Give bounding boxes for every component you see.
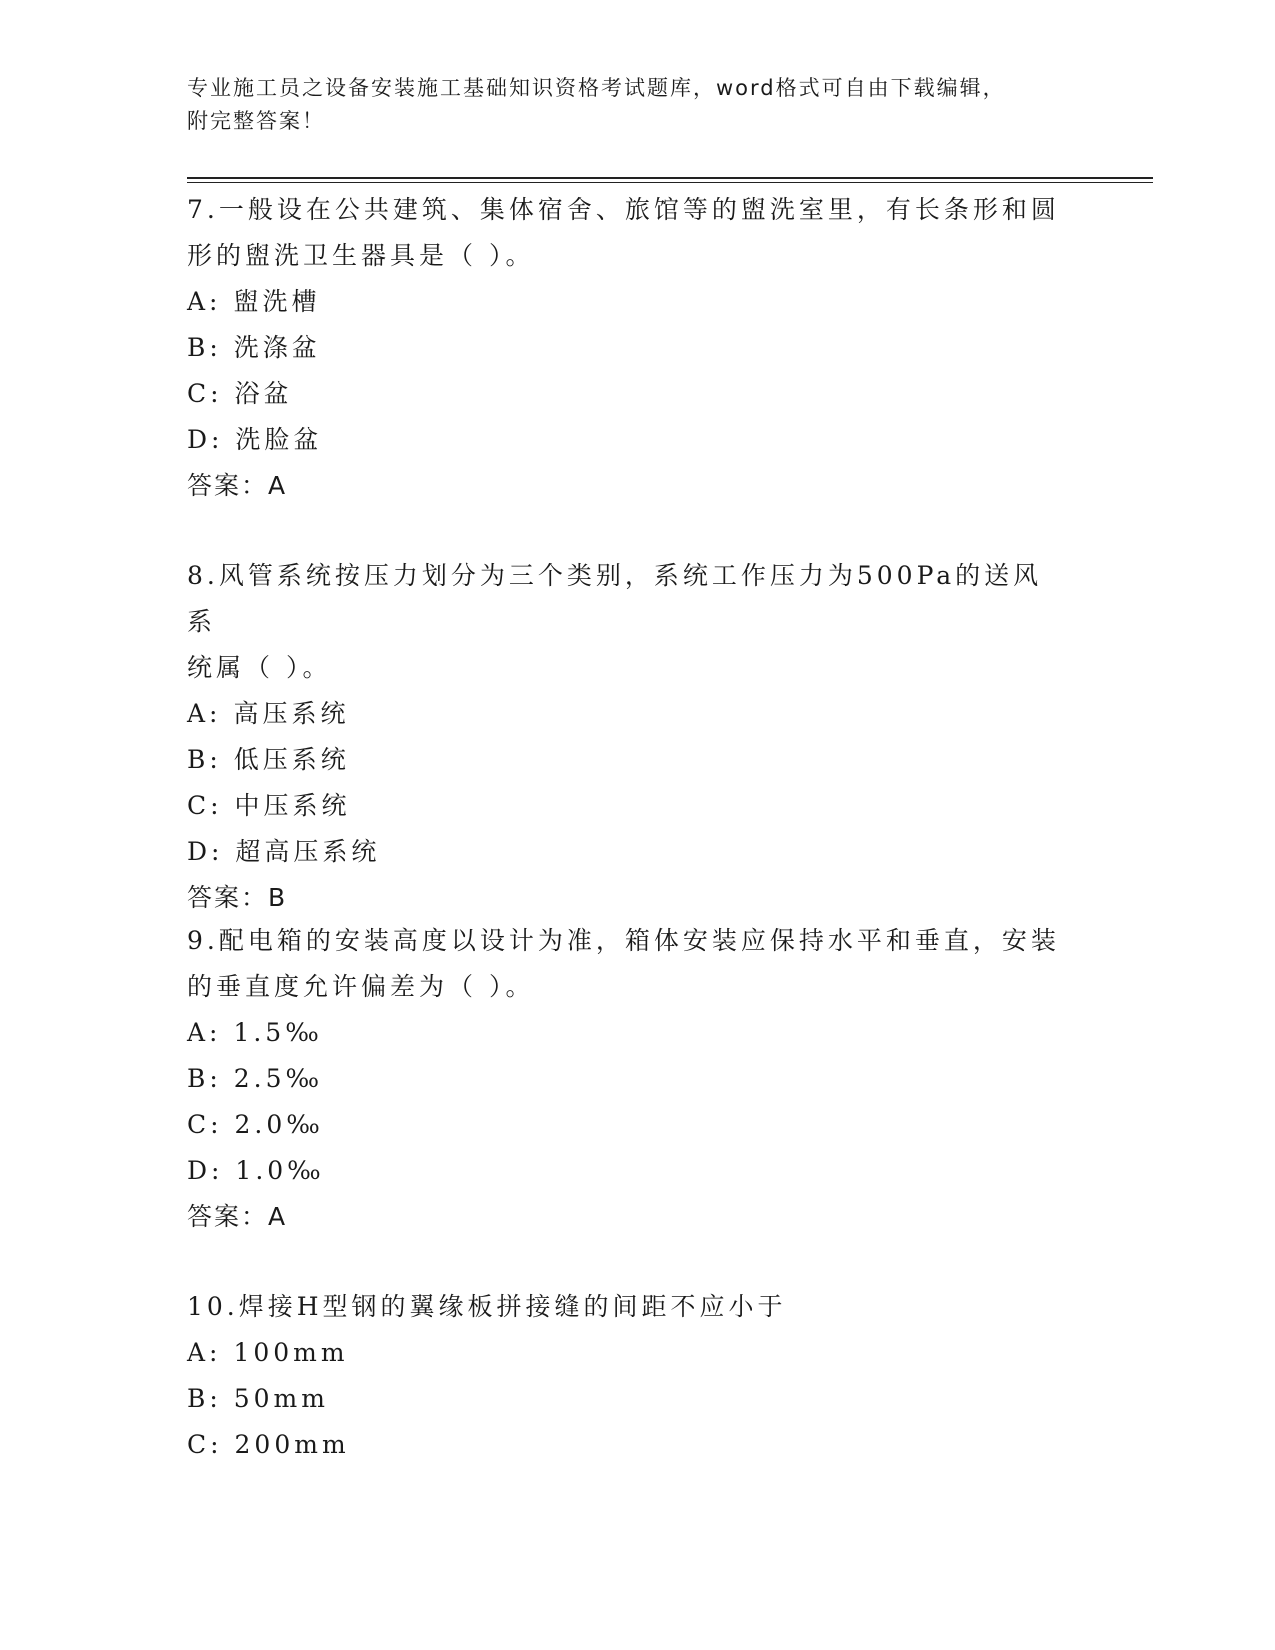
option-key: B: bbox=[187, 1064, 222, 1093]
option-a bbox=[187, 691, 1067, 737]
option-text: 低压系统 bbox=[233, 745, 350, 774]
question-8 bbox=[187, 553, 1067, 921]
option-d bbox=[187, 1148, 1067, 1194]
question-stem-line-2: 统属（ ）。 bbox=[187, 653, 332, 682]
answer-label: 答案： bbox=[187, 471, 269, 500]
option-key: A: bbox=[187, 1338, 222, 1367]
option-text: 高压系统 bbox=[233, 699, 350, 728]
option-key: D: bbox=[187, 425, 224, 454]
answer-value: B bbox=[268, 883, 288, 912]
option-text: 100mm bbox=[233, 1338, 349, 1367]
option-b bbox=[187, 737, 1067, 783]
document-header bbox=[187, 72, 1067, 138]
option-text: 200mm bbox=[234, 1430, 350, 1459]
option-key: D: bbox=[187, 1156, 224, 1185]
option-key: A: bbox=[187, 1018, 222, 1047]
option-text: 1.5‰ bbox=[233, 1018, 323, 1047]
question-stem bbox=[187, 1284, 1067, 1330]
option-key: B: bbox=[187, 1384, 222, 1413]
question-9 bbox=[187, 918, 1067, 1240]
option-b bbox=[187, 325, 1067, 371]
question-stem bbox=[187, 187, 1067, 279]
option-c bbox=[187, 1422, 1067, 1468]
header-divider-thick bbox=[187, 177, 1153, 179]
option-key: C: bbox=[187, 1110, 223, 1139]
question-stem-line-1: 7.一般设在公共建筑、集体宿舍、旅馆等的盥洗室里，有长条形和圆 bbox=[187, 195, 1060, 224]
answer-line bbox=[187, 463, 1067, 509]
option-text: 洗脸盆 bbox=[235, 425, 323, 454]
question-stem bbox=[187, 553, 1067, 691]
question-stem-line-1: 10.焊接H型钢的翼缘板拼接缝的间距不应小于 bbox=[187, 1292, 787, 1321]
option-key: A: bbox=[187, 699, 222, 728]
question-stem-line-2: 的垂直度允许偏差为（ ）。 bbox=[187, 972, 535, 1001]
option-b bbox=[187, 1056, 1067, 1102]
option-text: 中压系统 bbox=[234, 791, 351, 820]
question-stem-line-2: 形的盥洗卫生器具是（ ）。 bbox=[187, 241, 535, 270]
answer-label: 答案： bbox=[187, 883, 269, 912]
question-stem-line-1: 8.风管系统按压力划分为三个类别，系统工作压力为500Pa的送风系 bbox=[187, 561, 1043, 636]
option-text: 盥洗槽 bbox=[233, 287, 321, 316]
option-key: C: bbox=[187, 791, 223, 820]
answer-line bbox=[187, 875, 1067, 921]
option-key: C: bbox=[187, 379, 223, 408]
option-key: D: bbox=[187, 837, 224, 866]
option-key: B: bbox=[187, 745, 222, 774]
header-divider-thin bbox=[187, 182, 1153, 183]
option-b bbox=[187, 1376, 1067, 1422]
option-text: 超高压系统 bbox=[235, 837, 381, 866]
option-a bbox=[187, 1330, 1067, 1376]
option-d bbox=[187, 829, 1067, 875]
question-10 bbox=[187, 1284, 1067, 1468]
option-text: 1.0‰ bbox=[235, 1156, 325, 1185]
option-text: 2.5‰ bbox=[233, 1064, 324, 1093]
option-c bbox=[187, 783, 1067, 829]
header-line-2: 附完整答案！ bbox=[187, 109, 325, 133]
option-d bbox=[187, 417, 1067, 463]
option-key: A: bbox=[187, 287, 222, 316]
question-stem-line-1: 9.配电箱的安装高度以设计为准，箱体安装应保持水平和垂直，安装 bbox=[187, 926, 1060, 955]
option-a bbox=[187, 279, 1067, 325]
option-a bbox=[187, 1010, 1067, 1056]
option-key: C: bbox=[187, 1430, 223, 1459]
option-text: 50mm bbox=[233, 1384, 329, 1413]
option-text: 浴盆 bbox=[234, 379, 293, 408]
option-c bbox=[187, 1102, 1067, 1148]
answer-label: 答案： bbox=[187, 1202, 269, 1231]
option-text: 2.0‰ bbox=[234, 1110, 324, 1139]
answer-value: A bbox=[268, 1202, 288, 1231]
option-c bbox=[187, 371, 1067, 417]
question-stem bbox=[187, 918, 1067, 1010]
question-7 bbox=[187, 187, 1067, 509]
answer-value: A bbox=[268, 471, 288, 500]
header-line-1: 专业施工员之设备安装施工基础知识资格考试题库，word格式可自由下载编辑， bbox=[187, 76, 1006, 100]
option-key: B: bbox=[187, 333, 222, 362]
answer-line bbox=[187, 1194, 1067, 1240]
option-text: 洗涤盆 bbox=[233, 333, 321, 362]
